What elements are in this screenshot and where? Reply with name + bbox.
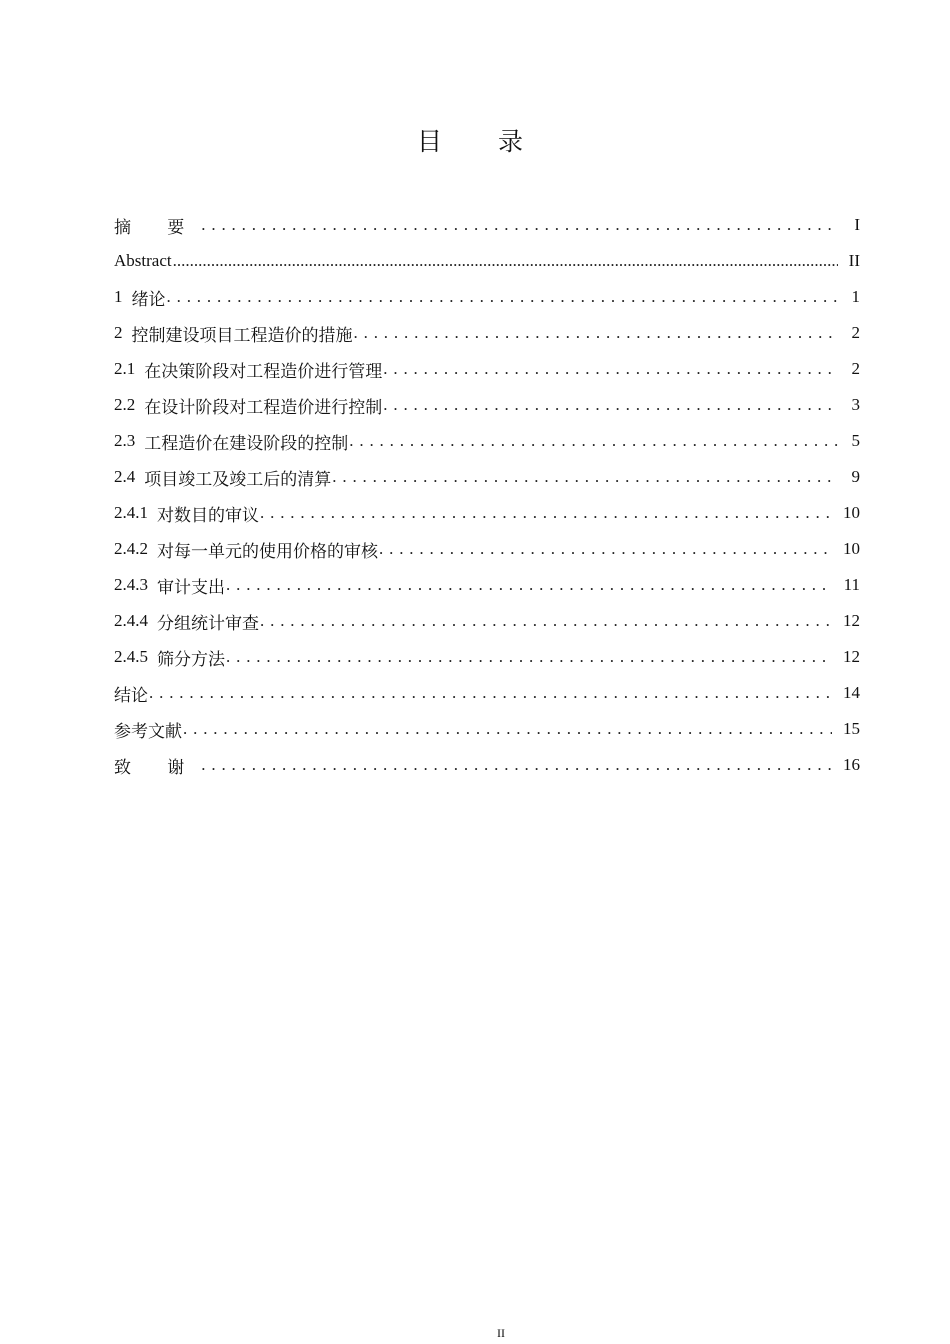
toc-entry-2-1[interactable]: [114, 351, 860, 387]
toc-entry-number: 2.1: [114, 359, 136, 378]
toc-entry-number: 1: [114, 287, 123, 306]
toc-entry-label: 在决策阶段对工程造价进行管理: [144, 361, 383, 381]
toc-leader-dots: [383, 359, 838, 379]
toc-leader-dots: [201, 755, 832, 775]
toc-leader-dots: [379, 539, 832, 559]
toc-entry-number: 2.4.1: [114, 503, 148, 522]
toc-entry-page: 15: [843, 719, 860, 738]
toc-leader-dots: [226, 647, 832, 667]
page-title: 目 录: [417, 127, 547, 156]
toc-leader-dots: [349, 431, 838, 451]
toc-entry-number: 2.2: [114, 395, 136, 414]
toc-entry-page: 12: [843, 647, 860, 666]
toc-entry-page: 9: [851, 467, 860, 486]
toc-entry-label: 摘 要: [114, 217, 201, 237]
toc-entry-page: II: [848, 251, 860, 270]
table-of-contents: [114, 207, 860, 783]
toc-entry-2-4[interactable]: [114, 459, 860, 495]
toc-entry-2-4-2[interactable]: [114, 531, 860, 567]
toc-leader-dots: [332, 467, 838, 487]
toc-leader-dots: [149, 683, 832, 703]
toc-entry-page: 1: [851, 287, 860, 306]
toc-entry-page: 10: [843, 539, 860, 558]
toc-entry-label: Abstract: [114, 251, 172, 270]
toc-entry-label: 在设计阶段对工程造价进行控制: [144, 397, 383, 417]
toc-entry-page: 2: [851, 323, 860, 342]
toc-leader-dots: [183, 719, 832, 739]
toc-entry-conclusion[interactable]: [114, 675, 860, 711]
toc-entry-label: 对每一单元的使用价格的审核: [157, 541, 378, 561]
toc-entry-label: 绪论: [131, 289, 166, 309]
toc-entry-2-3[interactable]: [114, 423, 860, 459]
toc-entry-page: 12: [843, 611, 860, 630]
toc-entry-2-2[interactable]: [114, 387, 860, 423]
toc-entry-page: 3: [851, 395, 860, 414]
toc-leader-dots: [260, 503, 832, 523]
toc-entry-label: 参考文献: [114, 721, 182, 741]
toc-leader-dots: [383, 395, 838, 415]
toc-entry-label: 工程造价在建设阶段的控制: [144, 433, 349, 453]
toc-entry-page: 11: [843, 575, 860, 594]
toc-entry-page: 16: [843, 755, 860, 774]
toc-entry-label: 控制建设项目工程造价的措施: [131, 325, 353, 345]
toc-entry-label: 致 谢: [114, 757, 201, 777]
toc-leader-dots: [226, 575, 832, 595]
toc-entry-1[interactable]: [114, 279, 860, 315]
toc-leader-dots: [167, 287, 839, 307]
toc-entry-number: 2.3: [114, 431, 136, 450]
toc-entry-label: 审计支出: [157, 577, 225, 597]
toc-leader-dots: [354, 323, 839, 343]
toc-entry-2-4-5[interactable]: [114, 639, 860, 675]
toc-entry-page: 14: [843, 683, 860, 702]
toc-leader-dots: [201, 215, 838, 235]
toc-entry-number: 2: [114, 323, 123, 342]
toc-entry-page: 2: [851, 359, 860, 378]
toc-entry-label: 对数目的审议: [157, 505, 259, 525]
toc-entry-abstract-cn[interactable]: [114, 207, 860, 243]
toc-entry-2[interactable]: [114, 315, 860, 351]
toc-entry-number: 2.4.2: [114, 539, 148, 558]
toc-entry-label: 分组统计审查: [157, 613, 259, 633]
toc-entry-page: 10: [843, 503, 860, 522]
toc-entry-number: 2.4.5: [114, 647, 148, 666]
toc-entry-2-4-3[interactable]: [114, 567, 860, 603]
toc-entry-acknowledgements[interactable]: [114, 747, 860, 783]
toc-entry-page: 5: [851, 431, 860, 450]
toc-entry-page: I: [854, 215, 860, 234]
toc-entry-number: 2.4.3: [114, 575, 148, 594]
toc-entry-label: 项目竣工及竣工后的清算: [144, 469, 332, 489]
toc-entry-abstract-en[interactable]: [114, 243, 860, 279]
toc-leader-dots: [173, 251, 838, 271]
toc-entry-2-4-4[interactable]: [114, 603, 860, 639]
toc-leader-dots: [260, 611, 832, 631]
toc-entry-number: 2.4.4: [114, 611, 148, 630]
toc-entry-number: 2.4: [114, 467, 136, 486]
toc-entry-references[interactable]: [114, 711, 860, 747]
page-number: II: [497, 1326, 505, 1340]
toc-entry-label: 筛分方法: [157, 649, 225, 669]
toc-entry-label: 结论: [114, 685, 148, 705]
toc-entry-2-4-1[interactable]: [114, 495, 860, 531]
